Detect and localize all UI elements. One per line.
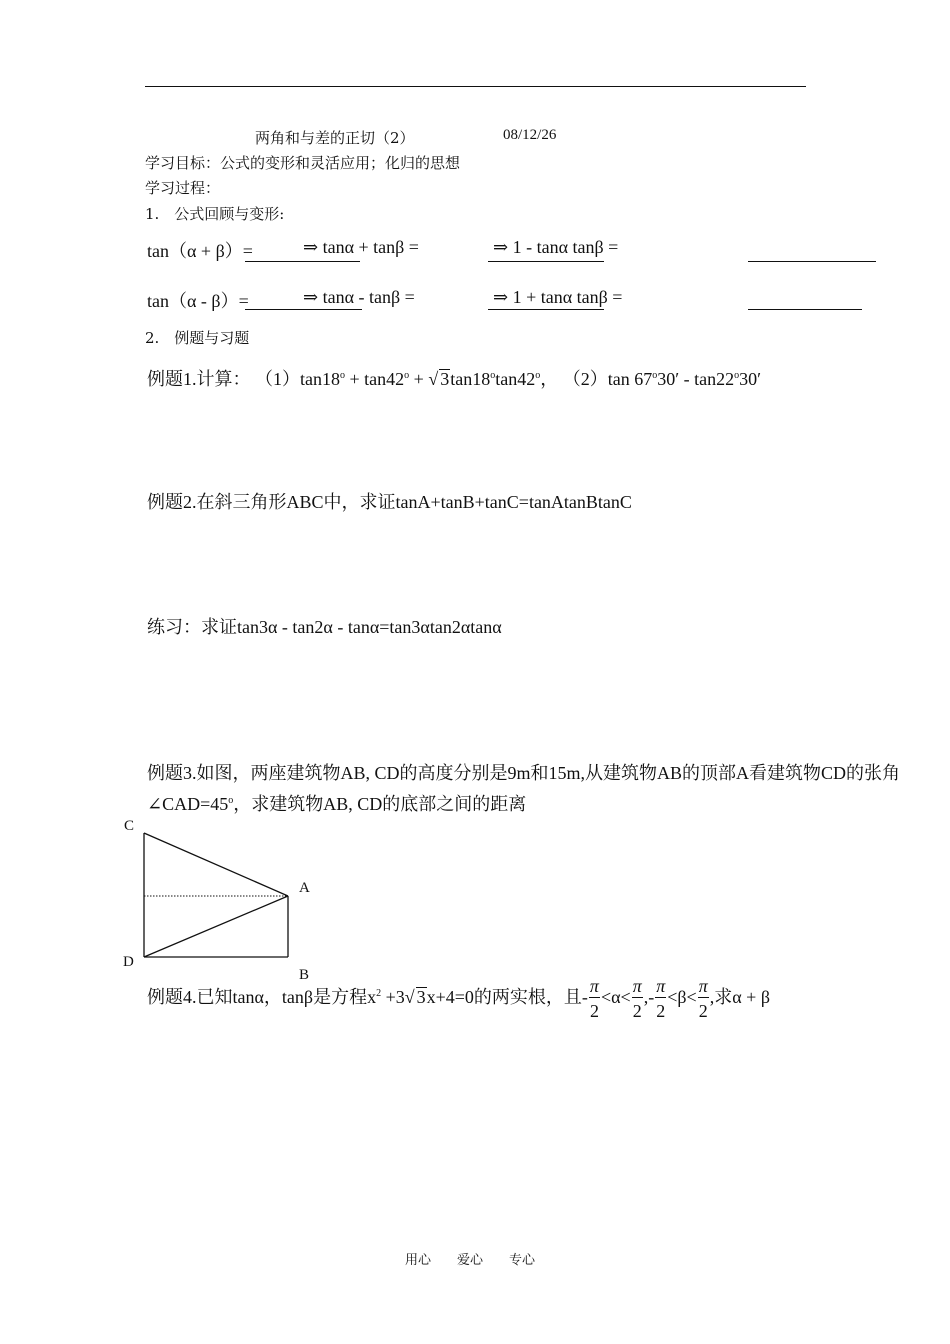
learning-objective: 学习目标：公式的变形和灵活应用；化归的思想: [145, 154, 461, 172]
example4: 例题4.已知tanα，tanβ是方程$x^2 +3√$ 3x+4=0的两实根，且- $\frac{\pi}{2}$ <α< $\frac{\pi}{2}$ ,- $\frac{\pi}{2}$ <β< $\frac{\pi}{2}$ ,求α + β: [147, 976, 770, 1022]
practice-label: 练习：求证: [147, 617, 237, 637]
formula-sum-lhs: tan（α + β）=: [147, 241, 253, 261]
formula-diff-mid: ⇒ tanα - tanβ =: [303, 287, 415, 307]
sqrt-symbol: √: [428, 369, 439, 389]
learning-process-heading: 学习过程：: [145, 179, 221, 197]
example2: 例题2.在斜三角形ABC中，求证tanA+tanB+tanC=tanAtanBtanC: [147, 492, 632, 512]
fraction-pi-over-2: $\frac{\pi}{2}$: [656, 976, 666, 1022]
label-a: A: [299, 880, 310, 896]
label-c: C: [124, 818, 135, 834]
practice-expression: tan3α - tan2α - tanα=tan3αtan2αtanα: [237, 617, 502, 637]
formula-diff-right: ⇒ 1 + tanα tanβ =: [493, 287, 623, 307]
fraction-pi-over-2: $\frac{\pi}{2}$: [589, 976, 599, 1022]
sqrt-radicand: 3: [416, 987, 426, 1007]
label-b: B: [299, 967, 310, 983]
line-ca: [144, 833, 288, 896]
section2-heading: 2. 例题与习题: [145, 329, 250, 347]
formula-sum-mid: ⇒ tanα + tanβ =: [303, 237, 419, 257]
formula-sum-right: ⇒ 1 - tanα tanβ =: [493, 237, 619, 257]
fraction-pi-over-2: $\frac{\pi}{2}$: [698, 976, 708, 1022]
example1: 例题1.计算： $(1)\tan 18^o + \tan 42^o$ + √ 3tan18$^o$tan42$^o$， （2）tan 67$^o$30′ - tan22$^o$30′: [147, 369, 762, 389]
example3-line2: $\angle CAD=45^o$，求建筑物AB, CD的底部之间的距离: [147, 794, 527, 814]
label-d: D: [123, 954, 134, 970]
example1-label: 例题1.计算：: [147, 369, 251, 389]
section1-heading: 1. 公式回顾与变形:: [145, 205, 285, 223]
sqrt-radicand: 3: [440, 369, 450, 389]
fraction-pi-over-2: $\frac{\pi}{2}$: [632, 976, 642, 1022]
page-title: 两角和与差的正切（2）: [255, 129, 415, 147]
example3-line1: 例题3.如图，两座建筑物AB, CD的高度分别是9m和15m,从建筑物AB的顶部A看建筑物CD的张角: [147, 763, 901, 783]
page-footer: 用心 爱心 专心: [405, 1253, 536, 1268]
line-da: [144, 896, 288, 957]
sqrt-symbol: √: [404, 987, 415, 1007]
page-date: 08/12/26: [503, 127, 557, 143]
formula-diff-lhs: tan（α - β）=: [147, 291, 249, 311]
